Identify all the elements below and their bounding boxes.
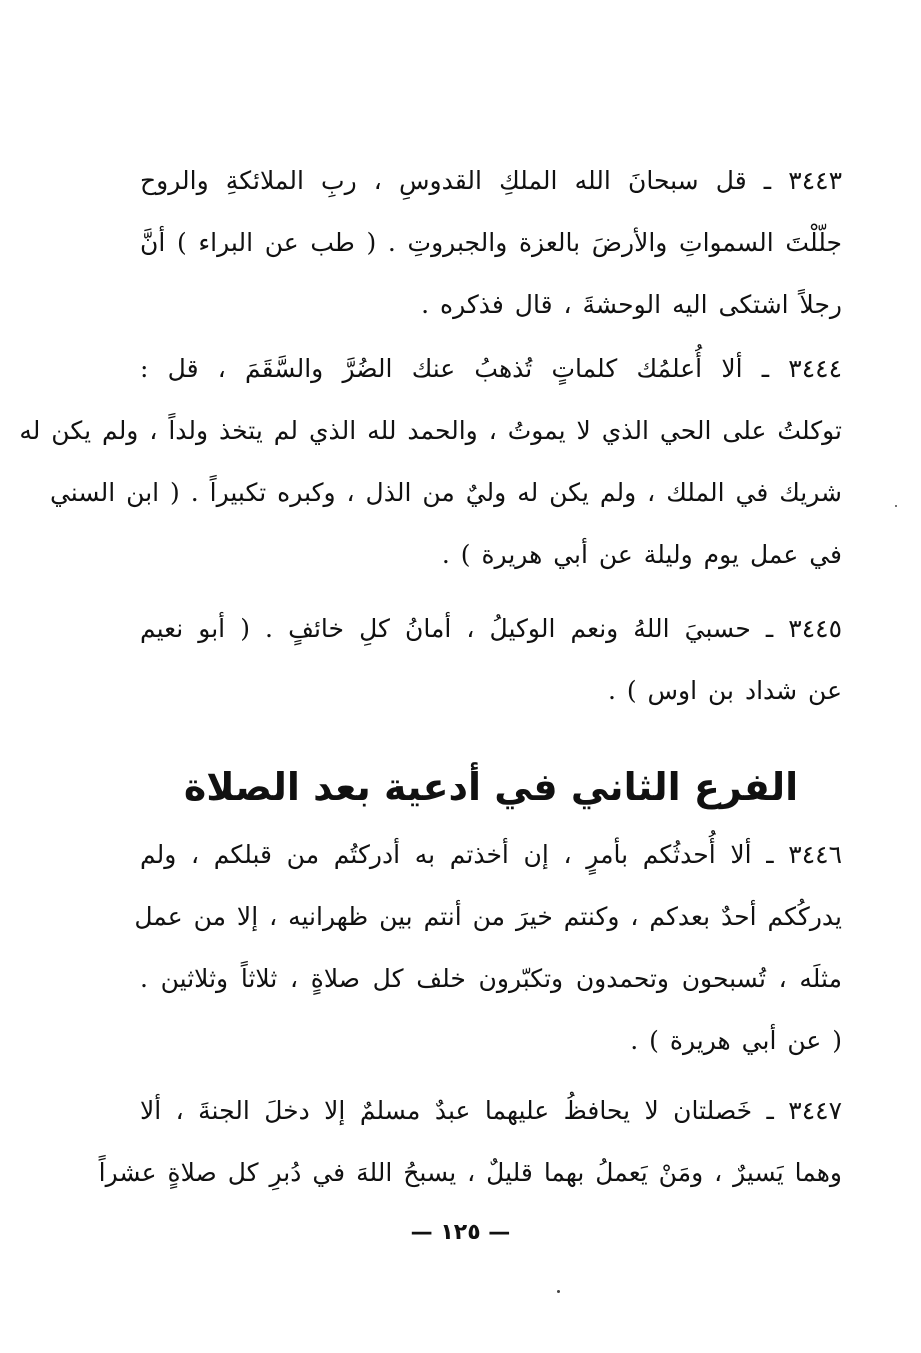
hadith-3446 bbox=[134, 824, 842, 1072]
text-line: ٣٤٤٦ ـ ألا أُحدثُكم بأمرٍ ، إن أخذتم به أدركتُم من قبلكم ، ولم bbox=[140, 840, 842, 869]
text-line: رجلاً اشتكى اليه الوحشةَ ، قال فذكره . bbox=[421, 290, 842, 319]
hadith-3445 bbox=[140, 598, 842, 722]
text-line: جلّلْتَ السمواتِ والأرضَ بالعزة والجبروتِ . ( طب عن البراء ) أنَّ bbox=[140, 228, 842, 257]
text-line: ( عن أبي هريرة ) . bbox=[630, 1026, 842, 1055]
hadith-3447 bbox=[98, 1080, 842, 1204]
page-number: — ١٢٥ — bbox=[410, 1220, 511, 1245]
text-line: ٣٤٤٤ ـ ألا أُعلمُك كلماتٍ تُذهبُ عنك الضُرَّ والسَّقَمَ ، قل : bbox=[140, 354, 842, 383]
hadith-3443 bbox=[140, 150, 842, 336]
text-line: توكلتُ على الحي الذي لا يموتُ ، والحمد لله الذي لم يتخذ ولداً ، ولم يكن له bbox=[19, 416, 842, 445]
print-speck bbox=[895, 505, 897, 507]
text-line: ٣٤٤٣ ـ قل سبحانَ الله الملكِ القدوسِ ، ربِ الملائكةِ والروح bbox=[140, 166, 842, 195]
text-line: عن شداد بن اوس ) . bbox=[607, 676, 842, 705]
text-line: مثلَه ، تُسبحون وتحمدون وتكبّرون خلف كل صلاةٍ ، ثلاثاً وثلاثين . bbox=[140, 964, 842, 993]
section-heading: الفرع الثاني في أدعية بعد الصلاة bbox=[183, 765, 799, 809]
text-line: ٣٤٤٧ ـ خَصلتان لا يحافظُ عليهما عبدٌ مسلمٌ إلا دخلَ الجنةَ ، ألا bbox=[140, 1096, 842, 1125]
text-line: في عمل يوم وليلة عن أبي هريرة ) . bbox=[441, 540, 842, 569]
text-line: يدركُكم أحدٌ بعدكم ، وكنتم خيرَ من أنتم بين ظهرانيه ، إلا من عمل bbox=[134, 902, 842, 931]
text-line: ٣٤٤٥ ـ حسبيَ اللهُ ونعم الوكيلُ ، أمانُ كلِ خائفٍ . ( أبو نعيم bbox=[140, 614, 842, 643]
text-line: شريك في الملك ، ولم يكن له وليٌ من الذل ، وكبره تكبيراً . ( ابن السني bbox=[49, 478, 842, 507]
hadith-3444 bbox=[19, 338, 842, 586]
text-line: وهما يَسيرٌ ، ومَنْ يَعملُ بهما قليلٌ ، يسبحُ اللهَ في دُبرِ كل صلاةٍ عشراً bbox=[98, 1158, 842, 1187]
print-speck bbox=[557, 1290, 560, 1293]
